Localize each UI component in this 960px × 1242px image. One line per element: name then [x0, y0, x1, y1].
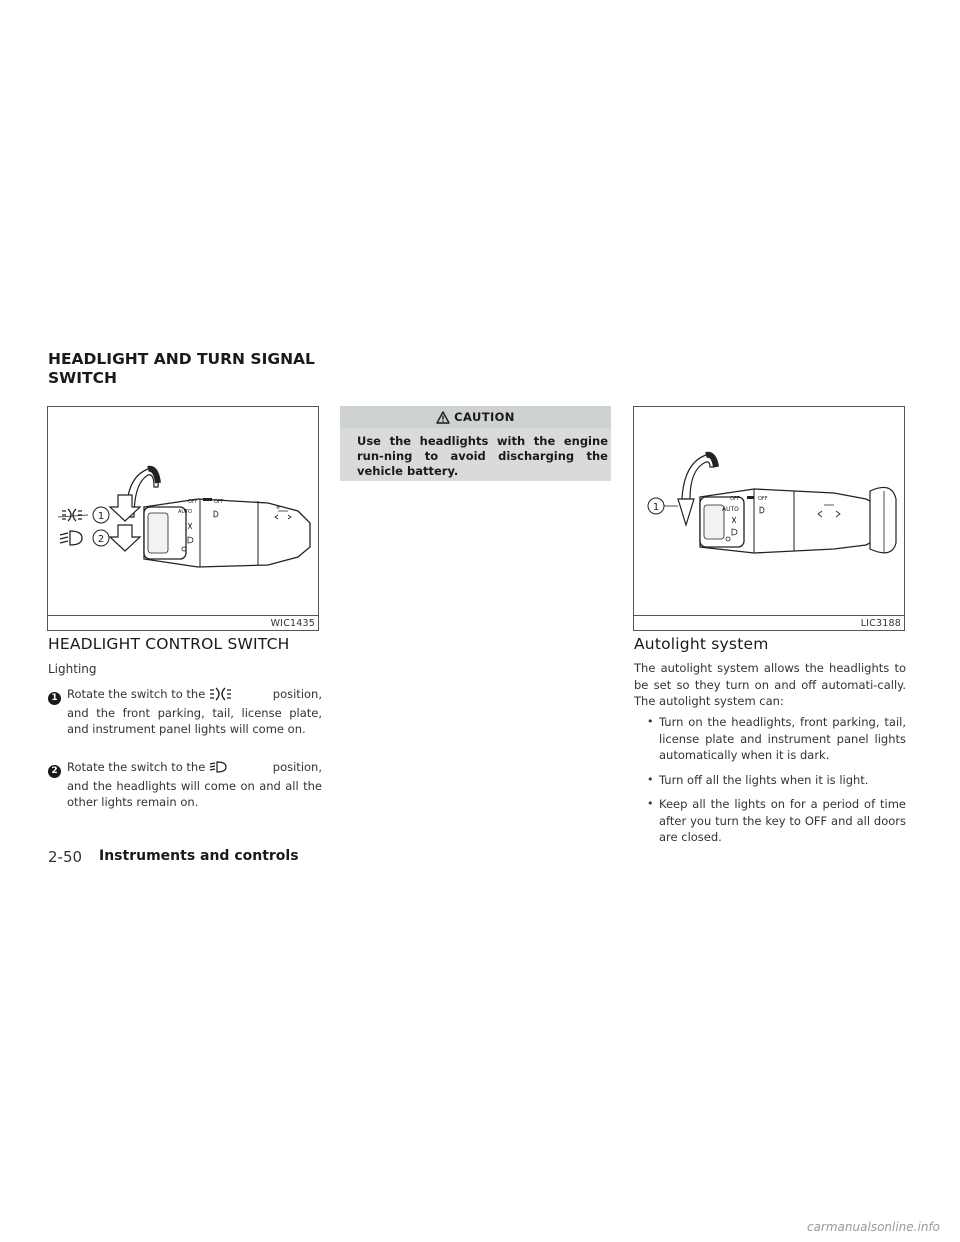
- autolight-intro: The autolight system allows the headlights to be set so they turn on and off automati-cally. The autolight system can:: [634, 661, 906, 708]
- label-auto: AUTO: [722, 506, 739, 513]
- parking-lights-icon: [209, 687, 237, 701]
- caution-box: [340, 406, 611, 481]
- autolight-bullet-list: [636, 714, 906, 854]
- label-off-2: OFF: [758, 496, 768, 502]
- svg-text:≡: ≡: [276, 505, 281, 511]
- warning-triangle-icon: [436, 411, 450, 424]
- figure-autolight-switch: [633, 406, 905, 631]
- figure-code: WIC1435: [270, 618, 315, 629]
- list-item: • Turn off all the lights when it is light.: [636, 772, 906, 789]
- lighting-item-1: 1 Rotate the switch to the position, and the front parking, tail, license plate, and instrument panel lights will come on.: [48, 686, 322, 738]
- caution-text: Use the headlights with the engine run-ning to avoid discharging the vehicle battery.: [357, 434, 608, 478]
- section-title: HEADLIGHT AND TURN SIGNAL SWITCH: [48, 350, 315, 387]
- callout-1: 1: [97, 511, 105, 522]
- lighting-subheading: Lighting: [48, 662, 97, 676]
- headlight-icon: [209, 760, 229, 774]
- callout-2: 2: [97, 534, 105, 545]
- parking-lights-icon: [62, 509, 82, 521]
- headlight-switch-illustration: [48, 407, 318, 616]
- caution-header: CAUTION: [340, 406, 611, 428]
- lighting-item-2: 2 Rotate the switch to the position, and the headlights will come on and all the other lights remain on.: [48, 759, 322, 811]
- label-off-1: OFF: [730, 496, 740, 502]
- list-item: • Turn on the headlights, front parking, tail, license plate and instrument panel lights automatically when it is dark.: [636, 714, 906, 764]
- label-off-1: OFF: [188, 499, 198, 505]
- chapter-title: Instruments and controls: [99, 848, 299, 864]
- step-number-1: 1: [48, 692, 61, 705]
- label-auto: AUTO: [178, 509, 193, 515]
- label-off-2: OFF: [214, 499, 224, 505]
- headlight-icon: [60, 531, 82, 545]
- step-number-2: 2: [48, 765, 61, 778]
- callout-1: 1: [652, 502, 660, 513]
- autolight-heading: Autolight system: [634, 635, 769, 653]
- autolight-switch-illustration: [634, 407, 904, 616]
- watermark: carmanualsonline.info: [806, 1220, 940, 1234]
- list-item: • Keep all the lights on for a period of time after you turn the key to OFF and all doors are closed.: [636, 796, 906, 846]
- figure-code: LIC3188: [860, 618, 901, 629]
- page-number: 2-50: [48, 848, 83, 866]
- headlight-control-heading: HEADLIGHT CONTROL SWITCH: [48, 635, 290, 653]
- figure-headlight-switch: [47, 406, 319, 631]
